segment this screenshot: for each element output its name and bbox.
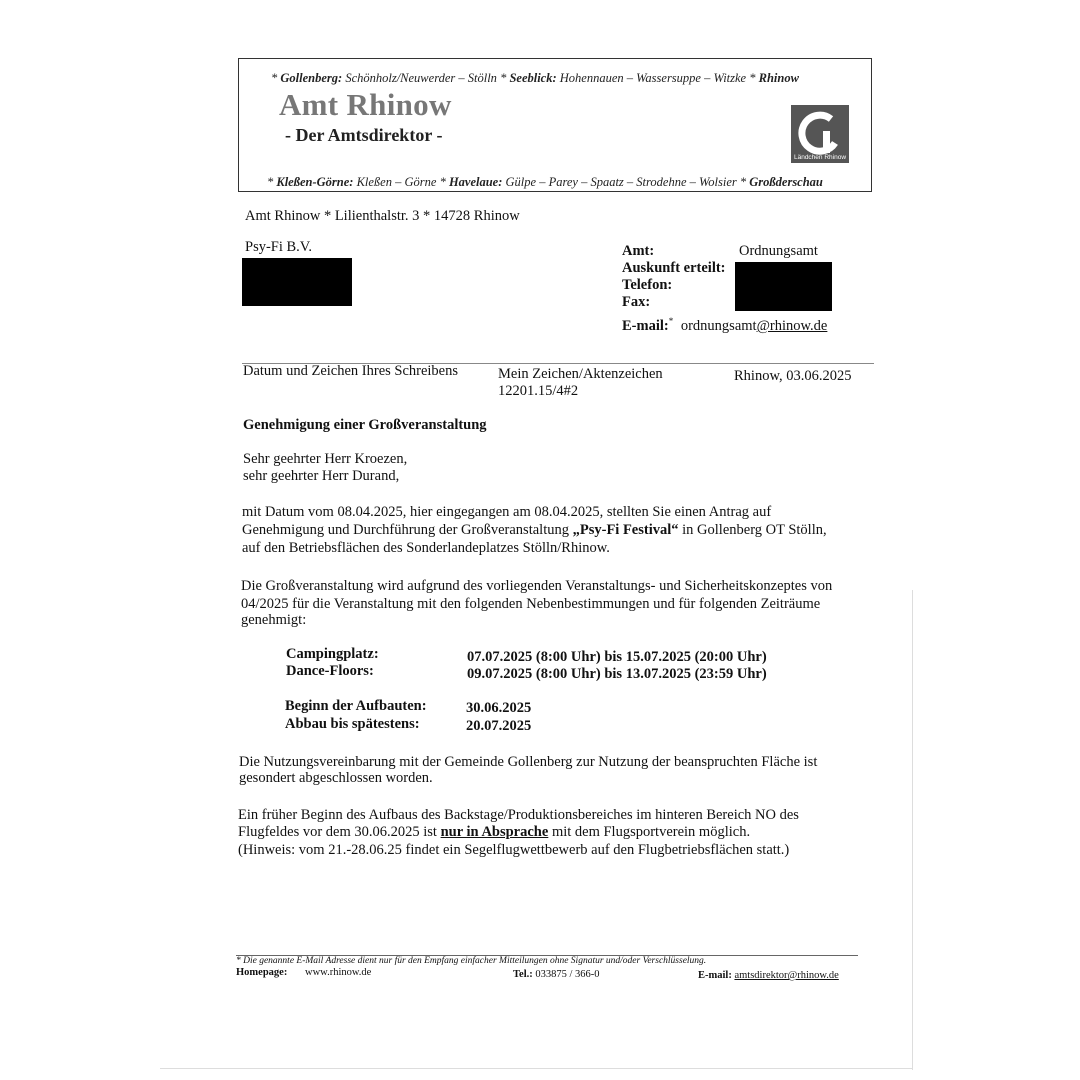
schedule-value-camping: 07.07.2025 (8:00 Uhr) bis 15.07.2025 (20:00 Uhr): [467, 649, 767, 665]
email-domain[interactable]: @rhinow.de: [756, 317, 828, 334]
paragraph-2-line-3: genehmigt:: [241, 612, 307, 628]
footer-phone-label: Tel.:: [513, 969, 533, 980]
amt-value: Ordnungsamt: [739, 243, 818, 259]
page-edge-right: [912, 590, 913, 1070]
town-group-label: Gollenberg:: [280, 71, 343, 85]
schedule-value-setup: 30.06.2025: [466, 700, 532, 716]
text-segment: Genehmigung und Durchführung der Großveranstaltung: [242, 522, 573, 538]
letterhead-towns-top: * Gollenberg: Schönholz/Neuwerder – Stölln * Seeblick: Hohennauen – Wassersuppe – Witzke * Rhinow: [271, 71, 799, 85]
telefon-label: Telefon:: [622, 277, 673, 293]
ref-date: Rhinow, 03.06.2025: [734, 368, 852, 384]
footer-email-note: * Die genannte E-Mail Adresse dient nur für den Empfang einfacher Mitteilungen ohne Signatur und/oder Verschlüsselung.: [236, 956, 707, 966]
text-segment: mit dem Flugsportverein möglich.: [548, 824, 751, 840]
text-segment: in Gollenberg OT Stölln,: [678, 522, 827, 538]
paragraph-1-line-3: auf den Betriebsflächen des Sonderlandeplatzes Stölln/Rhinow.: [242, 540, 610, 556]
letterhead-towns-bottom: * Kleßen-Görne: Kleßen – Görne * Havelaue: Gülpe – Parey – Spaatz – Strodehne – Wolsier * Großderschau: [267, 175, 823, 189]
redacted-contact: [735, 262, 832, 311]
schedule-value-dancefloors: 09.07.2025 (8:00 Uhr) bis 13.07.2025 (23:59 Uhr): [467, 666, 767, 682]
festival-name: „Psy-Fi Festival“: [572, 522, 679, 538]
paragraph-2-line-1: Die Großveranstaltung wird aufgrund des vorliegenden Veranstaltungs- und Sicherheitskonzeptes von: [241, 578, 833, 594]
auskunft-label: Auskunft erteilt:: [622, 260, 726, 276]
schedule-label-teardown: Abbau bis spätestens:: [285, 716, 420, 732]
town-list: Kleßen – Görne: [356, 175, 437, 189]
paragraph-2-line-2: 04/2025 für die Veranstaltung mit den folgenden Nebenbestimmungen und für folgenden Zeiträume: [241, 596, 821, 612]
schedule-label-camping: Campingplatz:: [286, 646, 379, 662]
page-edge-bottom: [160, 1068, 912, 1069]
paragraph-4-line-1: Ein früher Beginn des Aufbaus des Backstage/Produktionsbereiches im hinteren Bereich NO des: [238, 807, 799, 823]
ref-file-number: 12201.15/4#2: [498, 383, 579, 399]
town-group-label: Kleßen-Görne:: [276, 175, 354, 189]
fax-label: Fax:: [622, 294, 651, 310]
ref-our-sign-label: Mein Zeichen/Aktenzeichen: [498, 366, 663, 382]
emphasis-underlined: nur in Absprache: [440, 824, 549, 840]
town-group-label: Havelaue:: [448, 175, 503, 189]
letterhead: [238, 58, 872, 192]
town-list: Hohennauen – Wassersuppe – Witzke: [559, 71, 747, 85]
text-segment: Flugfeldes vor dem 30.06.2025 ist: [238, 824, 441, 840]
schedule-label-setup: Beginn der Aufbauten:: [285, 698, 427, 714]
schedule-value-teardown: 20.07.2025: [466, 718, 532, 734]
recipient-name: Psy-Fi B.V.: [245, 239, 313, 255]
paragraph-3-line-2: gesondert abgeschlossen worden.: [239, 770, 433, 786]
email-row: [622, 313, 827, 335]
subject-line: Genehmigung einer Großveranstaltung: [243, 417, 487, 433]
ref-your-letter: Datum und Zeichen Ihres Schreibens: [243, 363, 459, 379]
footer-homepage-link[interactable]: www.rhinow.de: [305, 967, 372, 978]
town-list: Schönholz/Neuwerder – Stölln: [345, 71, 497, 85]
paragraph-1-line-2: [242, 522, 827, 540]
schedule-label-dancefloors: Dance-Floors:: [286, 663, 374, 679]
email-user[interactable]: ordnungsamt: [680, 317, 757, 334]
redacted-address: [242, 258, 352, 306]
footer-homepage-label: Homepage:: [236, 967, 288, 978]
footer-phone: [513, 969, 600, 980]
town-list: Gülpe – Parey – Spaatz – Strodehne – Wolsier: [505, 175, 737, 189]
paragraph-1-line-1: mit Datum vom 08.04.2025, hier eingegangen am 08.04.2025, stellten Sie einen Antrag auf: [242, 504, 772, 520]
town-group-label: Seeblick:: [509, 71, 557, 85]
town-group-label: Großderschau: [749, 175, 823, 189]
town-group-label: Rhinow: [758, 71, 799, 85]
logo-caption: Ländchen Rhinow: [793, 154, 847, 161]
email-asterisk: *: [668, 316, 674, 326]
sender-line: Amt Rhinow * Lilienthalstr. 3 * 14728 Rhinow: [245, 208, 520, 224]
org-subtitle: - Der Amtsdirektor -: [285, 125, 443, 145]
footer-phone-number: 033875 / 366-0: [535, 969, 600, 980]
salutation-1: Sehr geehrter Herr Kroezen,: [243, 451, 408, 467]
email-label: E-mail:: [622, 317, 669, 334]
footer-email: [698, 970, 839, 981]
paragraph-4-line-3: (Hinweis: vom 21.-28.06.25 findet ein Segelflugwettbewerb auf den Flugbetriebsflächen statt.): [238, 842, 790, 858]
footer-email-label: E-mail:: [698, 970, 732, 981]
org-name: Amt Rhinow: [279, 87, 452, 122]
footer-email-address[interactable]: amtsdirektor@rhinow.de: [734, 970, 839, 981]
paragraph-3-line-1: Die Nutzungsvereinbarung mit der Gemeinde Gollenberg zur Nutzung der beanspruchten Fläche ist: [239, 754, 818, 770]
paragraph-4-line-2: [238, 824, 750, 842]
amt-label: Amt:: [622, 243, 655, 259]
salutation-2: sehr geehrter Herr Durand,: [243, 468, 400, 484]
